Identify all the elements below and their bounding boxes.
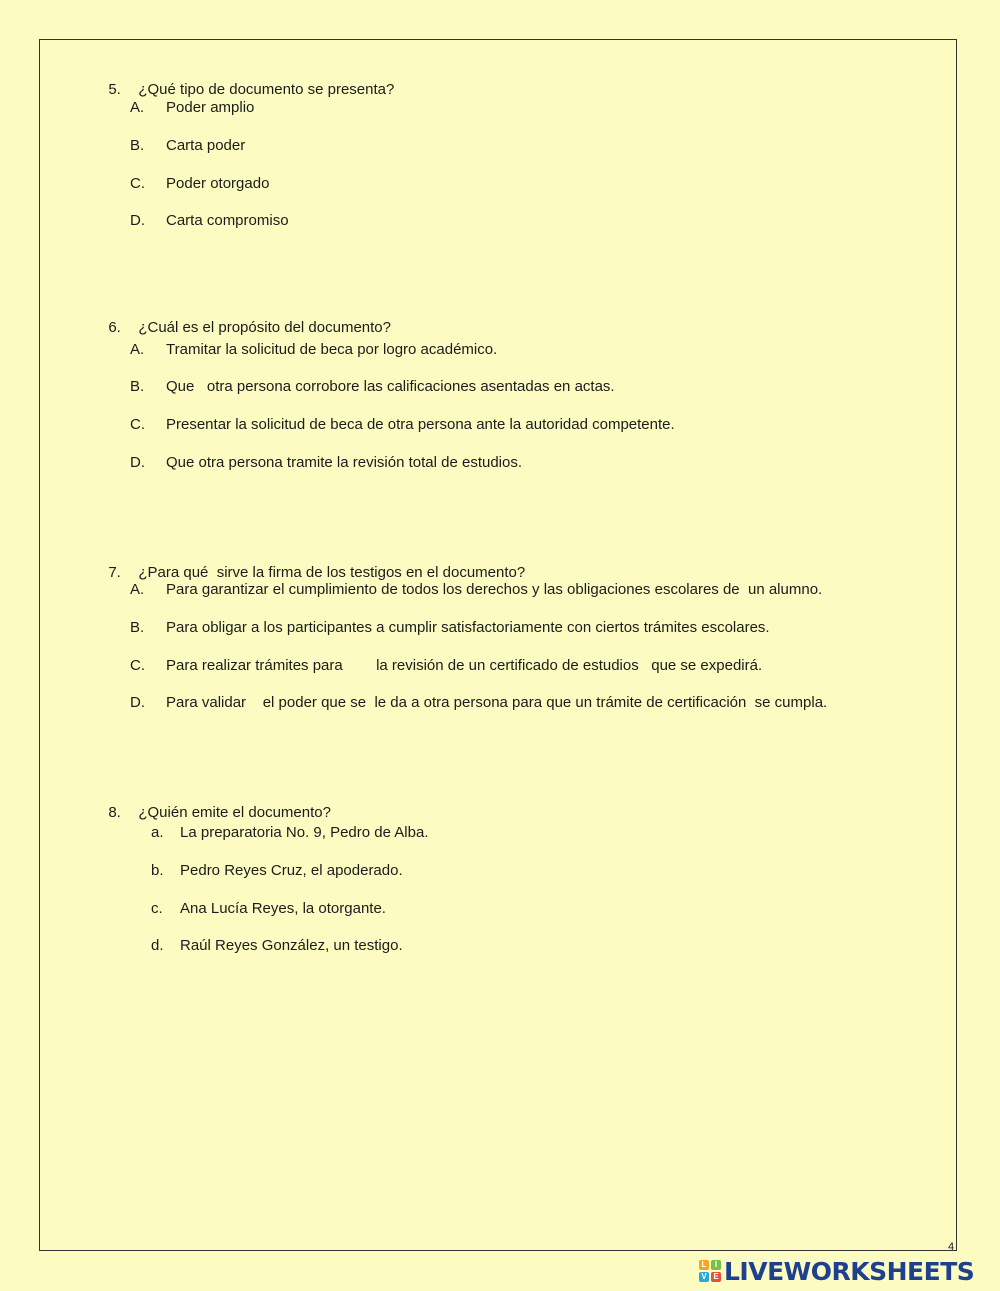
option-text: Para garantizar el cumplimiento de todos los derechos y las obligaciones escolares de un alumno.: [166, 581, 823, 598]
option-letter: B.: [130, 137, 145, 154]
option-text: Presentar la solicitud de beca de otra persona ante la autoridad competente.: [166, 416, 675, 433]
option-letter: a.: [151, 824, 164, 841]
question-number: 8.: [108, 804, 121, 821]
option-text: Pedro Reyes Cruz, el apoderado.: [180, 862, 403, 879]
option-text: Para validar el poder que se le da a otra persona para que un trámite de certificación se cumpla.: [166, 694, 828, 711]
option-text: Carta poder: [166, 137, 246, 154]
option-letter: B.: [130, 378, 145, 395]
option-text: La preparatoria No. 9, Pedro de Alba.: [180, 824, 429, 841]
option-letter: D.: [130, 454, 145, 471]
question-7: [100, 543, 525, 583]
brand-name: LIVEWORKSHEETS: [724, 1256, 975, 1286]
question-text: ¿Quién emite el documento?: [138, 804, 331, 821]
option-text: Ana Lucía Reyes, la otorgante.: [180, 900, 386, 917]
question-number: 5.: [108, 81, 121, 98]
logo-tile-i: I: [711, 1260, 721, 1270]
question-text: ¿Para qué sirve la firma de los testigos en el documento?: [138, 564, 526, 581]
option-letter: D.: [130, 694, 145, 711]
option-letter: A.: [130, 99, 145, 116]
option-text: Que otra persona corrobore las calificaciones asentadas en actas.: [166, 378, 615, 395]
option-letter: C.: [130, 175, 145, 192]
question-number: 6.: [108, 319, 121, 336]
logo-tile-e: E: [711, 1272, 721, 1282]
question-text: ¿Cuál es el propósito del documento?: [138, 319, 391, 336]
question-5: [100, 60, 394, 100]
option-text: Raúl Reyes González, un testigo.: [180, 937, 403, 954]
option-text: Poder otorgado: [166, 175, 270, 192]
question-text: ¿Qué tipo de documento se presenta?: [138, 81, 395, 98]
logo-tile-l: L: [699, 1260, 709, 1270]
option-letter: B.: [130, 619, 145, 636]
question-number: 7.: [108, 564, 121, 581]
option-text: Para realizar trámites para la revisión de un certificado de estudios que se expedirá.: [166, 657, 763, 674]
question-8: [100, 783, 331, 823]
option-letter: C.: [130, 416, 145, 433]
option-text: Para obligar a los participantes a cumplir satisfactoriamente con ciertos trámites escolares.: [166, 619, 770, 636]
option-letter: A.: [130, 581, 145, 598]
option-letter: c.: [151, 900, 163, 917]
option-letter: A.: [130, 341, 145, 358]
option-letter: C.: [130, 657, 145, 674]
page-number: 4: [948, 1241, 955, 1253]
option-letter: b.: [151, 862, 164, 879]
option-letter: D.: [130, 212, 145, 229]
brand-logo-icon: [699, 1260, 721, 1282]
question-6: [100, 298, 391, 338]
option-text: Carta compromiso: [166, 212, 289, 229]
option-text: Poder amplio: [166, 99, 255, 116]
option-letter: d.: [151, 937, 164, 954]
logo-tile-v: V: [699, 1272, 709, 1282]
option-text: Tramitar la solicitud de beca por logro académico.: [166, 341, 498, 358]
option-text: Que otra persona tramite la revisión total de estudios.: [166, 454, 523, 471]
liveworksheets-logo[interactable]: [699, 1257, 974, 1285]
